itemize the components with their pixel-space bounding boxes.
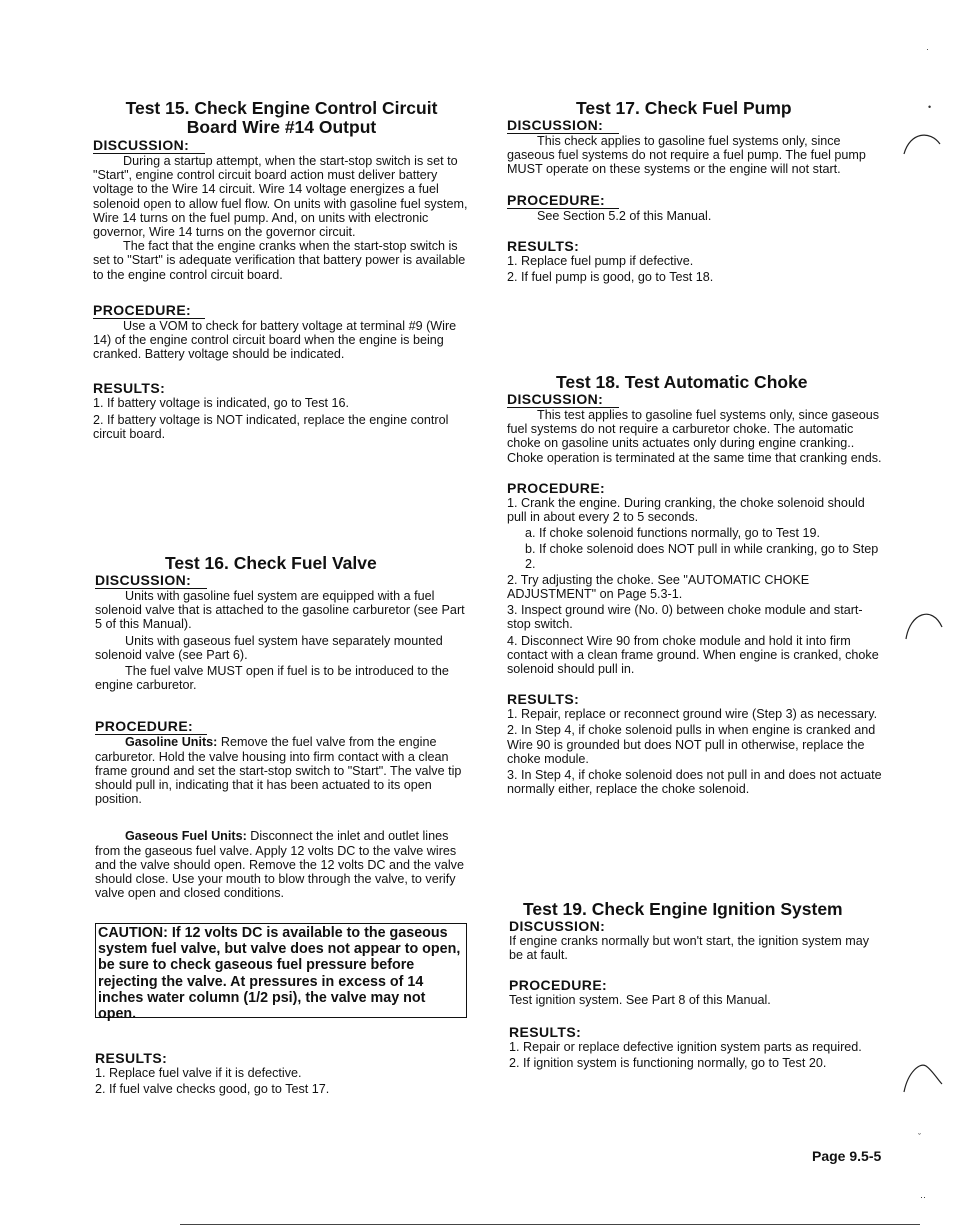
test-19-title: Test 19. Check Engine Ignition System [523, 899, 843, 919]
hole-punch-arc-icon [900, 128, 944, 164]
test-18-title: Test 18. Test Automatic Choke [556, 372, 808, 392]
test-18-result-item: 1. Repair, replace or reconnect ground wire (Step 3) as necessary. [507, 707, 878, 722]
page-number: Page 9.5-5 [812, 1148, 882, 1164]
test-16-discussion-para: The fuel valve MUST open if fuel is to be introduced to the engine carburetor. [95, 664, 449, 693]
test-16-results [95, 1051, 472, 1096]
test-19-result-item: 2. If ignition system is functioning normally, go to Test 20. [509, 1055, 827, 1070]
test-18-discussion-para: This test applies to gasoline fuel systems only, since gaseous fuel systems do not require a carburetor choke. The automatic choke on gasoline units actuates only during engine cranking.. Choke operation is terminated at the same time that cranking ends. [507, 408, 882, 465]
gaseous-units-text: Disconnect the inlet and outlet lines from the gaseous fuel valve. Apply 12 volts DC to the valve wires and the valve should open. Remove the 12 volts DC and the valve should close. Use your mouth to blow through the valve, to verify valve open and closed conditions. [95, 829, 464, 901]
test-18-procedure-step: 3. Inspect ground wire (No. 0) between choke module and start-stop switch. [507, 603, 863, 632]
test-17-section [507, 99, 885, 284]
test-19-results-heading: RESULTS: [509, 1023, 582, 1040]
test-15-result-item: 1. If battery voltage is indicated, go to Test 16. [93, 396, 349, 411]
scan-speck: ‥ [920, 1190, 927, 1200]
test-18-procedure-substep: b. If choke solenoid does NOT pull in while cranking, go to Step 2. [525, 542, 879, 571]
test-17-result-item: 2. If fuel pump is good, go to Test 18. [507, 270, 714, 285]
test-15-procedure-heading: PROCEDURE: [93, 301, 192, 318]
test-16-result-item: 2. If fuel valve checks good, go to Test 17. [95, 1082, 330, 1097]
test-18-procedure-step: 1. Crank the engine. During cranking, the choke solenoid should pull in about every 2 to 5 seconds. [507, 495, 865, 525]
test-19-procedure-text: Test ignition system. See Part 8 of this Manual. [509, 993, 771, 1008]
gasoline-units-text: Remove the fuel valve from the engine carburetor. Hold the valve housing into firm contact with a clean frame ground and set the start-stop switch to "Start". The valve tip should pull in, indicating that it has been actuated to its open position. [95, 735, 462, 807]
test-19-discussion-para: If engine cranks normally but won't start, the ignition system may be at fault. [509, 934, 870, 963]
test-16-result-item: 1. Replace fuel valve if it is defective. [95, 1066, 302, 1080]
test-18-procedure-step: 4. Disconnect Wire 90 from choke module and hold it into firm contact with a clean frame ground. When engine is cranked, choke solenoid should pull in. [507, 633, 879, 677]
test-16-results-heading: RESULTS: [95, 1050, 168, 1066]
gaseous-units-label: Gaseous Fuel Units: [125, 829, 247, 844]
test-15-discussion-heading: DISCUSSION: [93, 137, 190, 153]
test-18-result-item: 3. In Step 4, if choke solenoid does not pull in and does not actuate normally either, replace the choke solenoid. [507, 768, 882, 797]
test-18-result-item: 2. In Step 4, if choke solenoid pulls in when engine is cranked and Wire 90 is grounded but does NOT pull in otherwise, replace the choke module. [507, 723, 876, 766]
test-18-discussion-heading: DISCUSSION: [507, 391, 604, 407]
test-17-procedure-text: See Section 5.2 of this Manual. [537, 208, 712, 223]
test-16-gaseous-para [95, 829, 472, 900]
bottom-edge-line [180, 1224, 920, 1225]
test-19-result-item: 1. Repair or replace defective ignition system parts as required. [509, 1039, 862, 1054]
test-15-discussion-para: During a startup attempt, when the start-stop switch is set to "Start", engine control circuit board action must deliver battery voltage to the Wire 14 circuit. Wire 14 voltage energizes a fuel solenoid open to allow fuel flow. On units with gasoline fuel system, Wire 14 turns on the fuel pump. And, on units with electronic governor, Wire 14 turns on the governor circuit. [93, 154, 468, 240]
test-18-results-heading: RESULTS: [507, 691, 580, 708]
test-15-title: Test 15. Check Engine Control Circuit Board Wire #14 Output [125, 98, 438, 137]
test-15-result-item: 2. If battery voltage is NOT indicated, replace the engine control circuit board. [93, 412, 449, 441]
hole-punch-arc-icon [900, 1060, 946, 1104]
test-16-title: Test 16. Check Fuel Valve [165, 553, 377, 573]
test-16-discussion-para: Units with gasoline fuel system are equipped with a fuel solenoid valve that is attached to the gasoline carburetor (see Part 5 of this Manual). [95, 589, 465, 632]
test-17-discussion-heading: DISCUSSION: [507, 117, 604, 133]
test-19-discussion-heading: DISCUSSION: [509, 918, 606, 934]
test-16-discussion-heading: DISCUSSION: [95, 572, 192, 588]
test-16-gasoline-para [95, 735, 472, 806]
scan-speck: • [928, 102, 932, 112]
test-17-results-heading: RESULTS: [507, 237, 580, 254]
test-17-result-item: 1. Replace fuel pump if defective. [507, 253, 694, 268]
test-18-procedure-heading: PROCEDURE: [507, 479, 606, 496]
test-15-section [93, 99, 470, 441]
test-18-procedure-substep: a. If choke solenoid functions normally, go to Test 19. [525, 526, 820, 541]
test-16-procedure-heading: PROCEDURE: [95, 718, 194, 735]
gasoline-units-label: Gasoline Units: [125, 735, 218, 750]
test-16-section [95, 554, 472, 900]
test-19-section [509, 900, 885, 1070]
scan-speck: ˇ [918, 1132, 921, 1142]
test-17-title: Test 17. Check Fuel Pump [576, 98, 792, 118]
test-17-procedure-heading: PROCEDURE: [507, 191, 606, 208]
test-15-discussion-para: The fact that the engine cranks when the start-stop switch is set to "Start" is adequate verification that battery power is available to the engine control circuit board. [93, 239, 466, 282]
test-18-section [507, 373, 885, 796]
hole-punch-arc-icon [902, 605, 946, 651]
test-19-procedure-heading: PROCEDURE: [509, 977, 608, 994]
test-15-procedure-text: Use a VOM to check for battery voltage at terminal #9 (Wire 14) of the engine control circuit board when the engine is being cranked. Battery voltage should be indicated. [93, 318, 457, 362]
caution-box: CAUTION: If 12 volts DC is available to the gaseous system fuel valve, but valve does not appear to open, be sure to check gaseous fuel pressure before rejecting the valve. At pressures in excess of 14 inches water column (1/2 psi), the valve may not open. [95, 923, 467, 1018]
test-17-discussion-para: This check applies to gasoline fuel systems only, since gaseous fuel systems do not require a fuel pump. The fuel pump MUST operate on these systems or the engine will not start. [507, 134, 866, 177]
test-16-discussion-para: Units with gaseous fuel system have separately mounted solenoid valve (see Part 6). [95, 633, 443, 662]
test-18-procedure-step: 2. Try adjusting the choke. See "AUTOMATIC CHOKE ADJUSTMENT" on Page 5.3-1. [507, 572, 810, 602]
test-15-results-heading: RESULTS: [93, 380, 166, 397]
scan-speck: · [926, 44, 929, 54]
